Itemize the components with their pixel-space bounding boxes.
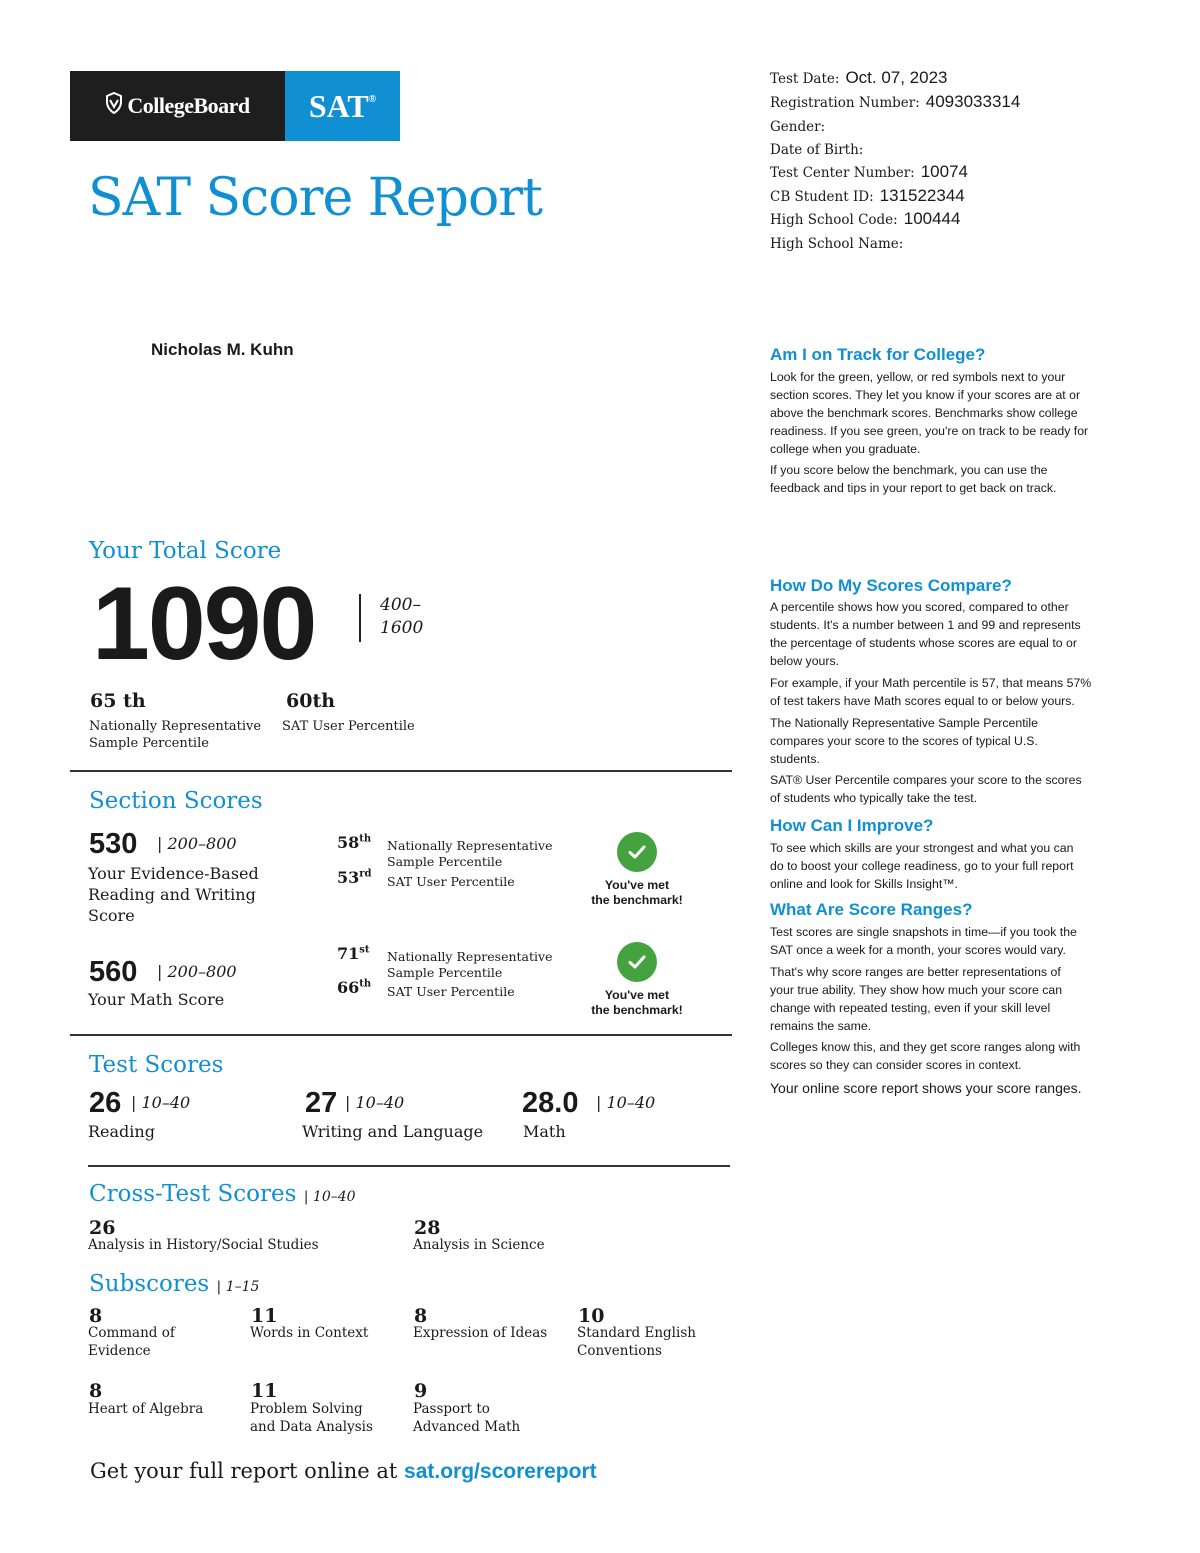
test-center-label: Test Center Number: — [770, 165, 915, 181]
divider — [88, 1165, 730, 1167]
track-paragraph — [770, 461, 1135, 497]
section-scores-heading: Section Scores — [89, 788, 263, 814]
math-user-percentile — [337, 978, 371, 997]
range-value: 10–40 — [606, 1093, 656, 1112]
divider — [359, 594, 361, 642]
label-line: Nationally Representative — [387, 949, 553, 964]
user-suffix: th — [312, 690, 336, 712]
subscore-value: 11 — [251, 1305, 278, 1327]
nrs-suffix: th — [123, 690, 146, 712]
sat-logo: SAT ® — [285, 71, 400, 141]
ranges-paragraph — [770, 963, 1135, 1035]
total-user-label: SAT User Percentile — [282, 719, 415, 734]
math-nrs-label — [387, 949, 552, 981]
subscore-name — [413, 1324, 547, 1342]
user-value: 60 — [286, 690, 313, 712]
subscore-name — [577, 1324, 696, 1360]
heading-text: Subscores — [89, 1271, 210, 1297]
text-line: change with repeated testing, even if your skill level — [770, 1001, 1051, 1015]
math-user-label: SAT User Percentile — [387, 984, 515, 999]
subscore-name — [88, 1400, 203, 1418]
text-line: The Nationally Representative Sample Percentile — [770, 716, 1038, 730]
ebrw-user-label: SAT User Percentile — [387, 874, 515, 889]
label-line: Sample Percentile — [387, 854, 503, 869]
student-name: Nicholas M. Kuhn — [151, 340, 294, 359]
math-benchmark-message — [567, 988, 707, 1018]
ebrw-name-line: Reading and Writing — [88, 885, 256, 904]
math-range: | 200–800 — [157, 962, 237, 981]
track-heading: Am I on Track for College? — [770, 345, 986, 364]
name-line: Words in Context — [250, 1325, 369, 1341]
text-line: remains the same. — [770, 1019, 872, 1033]
text-line: of students who typically take the test. — [770, 791, 978, 805]
text-line: do to boost your college readiness, go to your full report — [770, 859, 1074, 873]
hs-name-label: High School Name: — [770, 236, 904, 252]
test-center-value: 10074 — [920, 162, 968, 181]
name-line: Expression of Ideas — [413, 1325, 548, 1341]
name-line: Passport to — [413, 1401, 490, 1417]
range-value: 10–40 — [141, 1093, 191, 1112]
track-paragraph — [770, 368, 1135, 458]
cross-test-range: | 10–40 — [303, 1189, 356, 1205]
text-line: readiness. If you see green, you're on track to be ready for — [770, 424, 1089, 438]
checkmark-icon — [617, 832, 657, 872]
name-line: Heart of Algebra — [88, 1401, 204, 1417]
ebrw-nrs-label — [387, 838, 552, 870]
cross-test-heading — [89, 1181, 356, 1207]
collegeboard-sat-logo — [70, 71, 400, 141]
range-value: 10–40 — [312, 1189, 356, 1205]
compare-heading: How Do My Scores Compare? — [770, 576, 1012, 595]
text-line: For example, if your Math percentile is 57, that means 57% — [770, 676, 1092, 690]
dob-label: Date of Birth: — [770, 142, 864, 158]
subscore-value: 10 — [578, 1305, 605, 1327]
footer-text: Get your full report online at — [90, 1459, 405, 1483]
range-low: 400– — [380, 595, 421, 615]
text-line: That's why score ranges are better representations of — [770, 965, 1061, 979]
ranges-online-note: Your online score report shows your score ranges. — [770, 1080, 1082, 1096]
cross-test-score: 26 — [89, 1217, 116, 1239]
nrs-label-line: Sample Percentile — [89, 736, 209, 751]
range-value: 10–40 — [355, 1093, 405, 1112]
text-line: Colleges know this, and they get score ranges along with — [770, 1040, 1081, 1054]
ebrw-score: 530 — [89, 828, 138, 860]
subscore-name — [250, 1324, 368, 1342]
text-line: below yours. — [770, 654, 840, 668]
math-name: Your Math Score — [88, 990, 225, 1009]
hs-code-value: 100444 — [903, 209, 961, 228]
subscore-name — [250, 1400, 373, 1436]
text-line: SAT® User Percentile compares your score to the scores — [770, 773, 1082, 787]
label-line: Sample Percentile — [387, 965, 503, 980]
student-id-value: 131522344 — [879, 186, 965, 205]
name-line: Standard English — [577, 1325, 696, 1341]
text-line: Look for the green, yellow, or red symbols next to your — [770, 370, 1066, 384]
improve-heading: How Can I Improve? — [770, 816, 934, 835]
compare-paragraph — [770, 674, 1135, 710]
hs-code-label: High School Code: — [770, 212, 898, 228]
total-score-range — [380, 594, 430, 640]
name-line: and Data Analysis — [250, 1419, 373, 1435]
bench-line: the benchmark! — [591, 1003, 683, 1017]
subscore-value: 8 — [89, 1380, 103, 1402]
nrs-label-line: Nationally Representative — [89, 719, 262, 734]
compare-paragraph — [770, 771, 1135, 807]
cross-test-name: Analysis in Science — [413, 1237, 545, 1253]
nrs-value: 65 — [90, 690, 117, 712]
subscore-value: 11 — [251, 1380, 278, 1402]
reading-test-name: Reading — [88, 1122, 155, 1141]
text-line: the percentage of students whose scores are equal to or — [770, 636, 1077, 650]
score-report-link[interactable]: sat.org/scorereport — [404, 1460, 597, 1483]
ebrw-user-percentile — [337, 868, 372, 887]
ranges-paragraph — [770, 1038, 1135, 1074]
writing-test-score: 27 — [305, 1087, 338, 1119]
footer — [90, 1459, 597, 1484]
pct-value: 66 — [337, 978, 360, 997]
pct-value: 71 — [337, 944, 360, 963]
name-line: Advanced Math — [413, 1419, 521, 1435]
text-line: scores so they can consider scores in context. — [770, 1058, 1022, 1072]
range-value: 1–15 — [225, 1279, 260, 1295]
total-nrs-label — [89, 718, 261, 752]
compare-paragraph — [770, 598, 1135, 670]
ranges-heading: What Are Score Ranges? — [770, 900, 973, 919]
divider — [70, 1034, 732, 1036]
test-scores-heading: Test Scores — [89, 1052, 224, 1078]
subscores-range: | 1–15 — [216, 1279, 260, 1295]
cross-test-score: 28 — [414, 1217, 441, 1239]
student-id-label: CB Student ID: — [770, 189, 874, 205]
gender-label: Gender: — [770, 119, 826, 135]
pct-value: 53 — [337, 868, 360, 887]
pct-value: 58 — [337, 833, 360, 852]
reading-test-range: | 10–40 — [131, 1093, 191, 1112]
collegeboard-logo — [70, 71, 285, 141]
pct-suffix: rd — [359, 868, 372, 880]
ebrw-name-line: Your Evidence-Based — [88, 864, 259, 883]
bench-line: You've met — [604, 878, 670, 892]
name-line: Evidence — [88, 1343, 151, 1359]
subscore-name — [88, 1324, 175, 1360]
ebrw-range-value: 200–800 — [167, 834, 237, 853]
text-line: SAT once a week for a month, your scores would vary. — [770, 943, 1066, 957]
test-date-value: Oct. 07, 2023 — [845, 68, 948, 87]
ebrw-range: | 200–800 — [157, 834, 237, 853]
name-line: Conventions — [577, 1343, 662, 1359]
student-info — [770, 66, 1020, 255]
pct-suffix: st — [359, 944, 370, 956]
text-line: of test takers have Math scores equal to or below yours. — [770, 694, 1075, 708]
cross-test-name: Analysis in History/Social Studies — [88, 1237, 319, 1253]
ebrw-name-line: Score — [88, 906, 135, 925]
text-line: To see which skills are your strongest and what you can — [770, 841, 1074, 855]
ebrw-benchmark-message — [567, 878, 707, 908]
heading-text: Cross-Test Scores — [89, 1181, 297, 1207]
text-line: feedback and tips in your report to get back on track. — [770, 481, 1057, 495]
label-line: Nationally Representative — [387, 838, 553, 853]
total-nrs-percentile — [90, 690, 146, 712]
total-user-percentile — [286, 690, 335, 712]
text-line: college when you graduate. — [770, 442, 921, 456]
checkmark-icon — [617, 942, 657, 982]
sat-wordmark: SAT — [308, 87, 369, 124]
writing-test-name: Writing and Language — [302, 1122, 484, 1141]
total-score-heading: Your Total Score — [89, 538, 282, 564]
bench-line: You've met — [604, 988, 670, 1002]
text-line: students. — [770, 752, 820, 766]
name-line: Problem Solving — [250, 1401, 363, 1417]
text-line: If you score below the benchmark, you can use the — [770, 463, 1048, 477]
text-line: students. It's a number between 1 and 99 and represents — [770, 618, 1081, 632]
ebrw-name — [88, 863, 259, 926]
math-test-name: Math — [523, 1122, 566, 1141]
range-high: 1600 — [380, 618, 424, 638]
reading-test-score: 26 — [89, 1087, 122, 1119]
pct-suffix: th — [359, 978, 372, 990]
math-range-value: 200–800 — [167, 962, 237, 981]
name-line: Command of — [88, 1325, 175, 1341]
text-line: compares your score to the scores of typical U.S. — [770, 734, 1038, 748]
compare-paragraph — [770, 714, 1135, 768]
math-test-score: 28.0 — [522, 1087, 579, 1119]
text-line: your true ability. They show how much your score can — [770, 983, 1063, 997]
test-date-label: Test Date: — [770, 71, 840, 87]
text-line: above the benchmark scores. Benchmarks show college — [770, 406, 1078, 420]
math-nrs-percentile — [337, 944, 370, 963]
divider — [70, 770, 732, 772]
ranges-paragraph — [770, 923, 1135, 959]
text-line: Test scores are single snapshots in time—if you took the — [770, 925, 1077, 939]
subscores-heading — [89, 1271, 259, 1297]
registration-number-label: Registration Number: — [770, 95, 920, 111]
subscore-value: 8 — [414, 1305, 428, 1327]
subscore-value: 8 — [89, 1305, 103, 1327]
subscore-name — [413, 1400, 520, 1436]
text-line: section scores. They let you know if your scores are at or — [770, 388, 1081, 402]
subscore-value: 9 — [414, 1380, 428, 1402]
math-score: 560 — [89, 956, 138, 988]
collegeboard-wordmark: CollegeBoard — [127, 93, 250, 118]
total-score: 1090 — [92, 566, 316, 682]
improve-paragraph — [770, 839, 1135, 893]
writing-test-range: | 10–40 — [345, 1093, 405, 1112]
text-line: online and look for Skills Insight™. — [770, 877, 958, 891]
math-test-range: | 10–40 — [596, 1093, 656, 1112]
page-title: SAT Score Report — [88, 168, 543, 228]
registration-number-value: 4093033314 — [925, 92, 1021, 111]
pct-suffix: th — [359, 833, 372, 845]
ebrw-nrs-percentile — [337, 833, 371, 852]
text-line: A percentile shows how you scored, compared to other — [770, 600, 1069, 614]
shield-icon — [105, 92, 123, 120]
bench-line: the benchmark! — [591, 893, 683, 907]
